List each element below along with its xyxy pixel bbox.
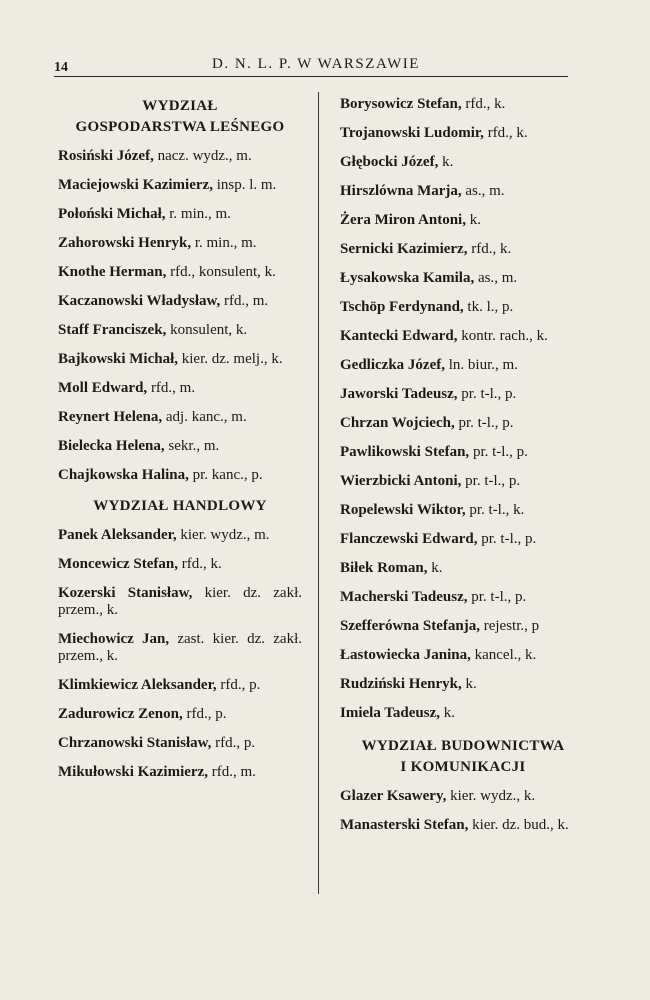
person-details: nacz. wydz., m. [157,148,252,164]
list-item [58,206,302,223]
person-details: r. min., m. [194,235,257,251]
person-details: kier. dz. bud., k. [472,817,569,833]
person-name: Rudziński Henryk, [340,676,462,692]
person-name: Bielecka Helena, [58,438,165,454]
person-details: k. [431,560,443,576]
column-divider [318,92,319,894]
list-item [58,409,302,426]
person-name: Flanczewski Edward, [340,531,478,547]
list-item [340,676,586,693]
person-details: rfd., konsulent, k. [170,264,276,280]
list-item [340,241,586,258]
person-name: Pawlikowski Stefan, [340,444,470,460]
person-name: Miechowicz Jan, [58,631,170,647]
list-item [58,677,302,694]
person-name: Maciejowski Kazimierz, [58,177,213,193]
list-item [58,585,302,619]
person-name: Hirszlówna Marja, [340,183,462,199]
list-item [340,618,586,635]
person-details: sekr., m. [168,438,220,454]
person-details: tk. l., p. [467,299,514,315]
person-details: kier. wydz., k. [450,788,536,804]
person-name: Panek Aleksander, [58,527,177,543]
person-details: pr. t-l., p. [465,473,521,489]
person-name: Ropelewski Wiktor, [340,502,466,518]
person-name: Macherski Tadeusz, [340,589,468,605]
person-name: Bajkowski Michał, [58,351,179,367]
list-item [58,706,302,723]
list-item [58,735,302,752]
person-details: pr. t-l., p. [458,415,514,431]
list-item [58,438,302,455]
person-details: k. [469,212,481,228]
list-item [340,705,586,722]
person-details: kontr. rach., k. [461,328,548,344]
list-item [58,556,302,573]
person-details: rfd., p. [220,677,261,693]
person-name: Manasterski Stefan, [340,817,469,833]
person-details: adj. kanc., m. [165,409,247,425]
person-name: Zahorowski Henryk, [58,235,192,251]
person-details: as., m. [477,270,518,286]
list-item [340,444,586,461]
person-details: rfd., p. [215,735,256,751]
person-name: Borysowicz Stefan, [340,96,462,112]
person-details: rejestr., p [483,618,540,634]
list-item [340,531,586,548]
person-details: kancel., k. [474,647,537,663]
person-details: k. [465,676,477,692]
list-item [340,502,586,519]
person-details: k. [442,154,454,170]
running-head: D. N. L. P. W WARSZAWIE [212,56,420,72]
person-name: Szefferówna Stefanja, [340,618,480,634]
person-name: Kantecki Edward, [340,328,458,344]
person-name: Wierzbicki Antoni, [340,473,462,489]
list-item [58,148,302,165]
person-details: pr. t-l., p. [481,531,537,547]
person-details: kier. dz. zakł. przem., k. [58,585,302,618]
person-details: k. [443,705,456,721]
section-heading-line: GOSPODARSTWA LEŚNEGO [75,119,285,135]
list-item [58,177,302,194]
person-name: Połoński Michał, [58,206,166,222]
list-item [58,380,302,397]
list-item [340,817,586,834]
person-details: pr. kanc., p. [192,467,263,483]
person-details: rfd., k. [181,556,222,572]
person-details: ln. biur., m. [448,357,518,373]
list-item [340,270,586,287]
section-heading-line: WYDZIAŁ HANDLOWY [93,498,267,514]
person-name: Rosiński Józef, [58,148,154,164]
person-name: Glazer Ksawery, [340,788,447,804]
list-item [58,351,302,368]
person-details: pr. t-l., k. [469,502,525,518]
person-name: Reynert Helena, [58,409,163,425]
person-name: Klimkiewicz Aleksander, [58,677,217,693]
list-item [340,299,586,316]
person-name: Moll Edward, [58,380,148,396]
person-name: Łysakowska Kamila, [340,270,475,286]
person-name: Chrzanowski Stanisław, [58,735,212,751]
list-item [340,357,586,374]
list-item [58,293,302,310]
list-item [340,560,586,577]
person-name: Jaworski Tadeusz, [340,386,458,402]
left-column [58,96,302,793]
person-details: pr. t-l., p. [461,386,517,402]
person-name: Głębocki Józef, [340,154,439,170]
person-name: Mikułowski Kazimierz, [58,764,208,780]
list-item [58,235,302,252]
section-heading-line: I KOMUNIKACJI [400,759,526,775]
person-details: konsulent, k. [170,322,248,338]
person-name: Staff Franciszek, [58,322,167,338]
person-details: as., m. [465,183,505,199]
person-details: rfd., m. [224,293,269,309]
list-item [340,328,586,345]
section-heading [58,96,302,138]
person-name: Tschöp Ferdynand, [340,299,464,315]
list-item [58,764,302,781]
person-name: Kaczanowski Władysław, [58,293,221,309]
list-item [340,125,586,142]
person-name: Knothe Herman, [58,264,167,280]
person-details: kier. wydz., m. [180,527,270,543]
section-heading [340,736,586,778]
page-number: 14 [54,60,68,75]
person-details: rfd., k. [465,96,506,112]
right-column [340,96,586,846]
person-details: pr. t-l., p. [472,444,528,460]
person-name: Chajkowska Halina, [58,467,189,483]
person-name: Imiela Tadeusz, [340,705,441,721]
list-item [58,467,302,484]
list-item [58,264,302,281]
person-name: Trojanowski Ludomir, [340,125,484,141]
list-item [340,589,586,606]
person-details: zast. kier. dz. zakł. przem., k. [58,631,302,664]
section-heading-line: WYDZIAŁ BUDOWNICTWA [361,738,565,754]
person-name: Zadurowicz Zenon, [58,706,183,722]
list-item [58,527,302,544]
person-name: Żera Miron Antoni, [340,212,466,228]
person-details: rfd., m. [211,764,256,780]
section-heading-line: WYDZIAŁ [142,98,218,114]
section-heading [58,496,302,517]
list-item [340,96,586,113]
list-item [58,322,302,339]
person-name: Gedliczka Józef, [340,357,445,373]
list-item [340,473,586,490]
person-details: rfd., k. [487,125,528,141]
person-name: Chrzan Wojciech, [340,415,455,431]
person-details: r. min., m. [169,206,231,222]
person-details: insp. l. m. [216,177,277,193]
person-name: Kozerski Stanisław, [58,585,193,601]
list-item [340,386,586,403]
person-details: pr. t-l., p. [471,589,527,605]
person-name: Sernicki Kazimierz, [340,241,468,257]
person-details: rfd., p. [186,706,227,722]
list-item [340,154,586,171]
person-name: Biłek Roman, [340,560,428,576]
list-item [340,183,586,200]
person-details: kier. dz. melj., k. [181,351,283,367]
header-rule [54,76,568,77]
list-item [58,631,302,665]
list-item [340,212,586,229]
person-details: rfd., m. [150,380,196,396]
list-item [340,788,586,805]
person-details: rfd., k. [471,241,512,257]
list-item [340,415,586,432]
person-name: Moncewicz Stefan, [58,556,178,572]
person-name: Łastowiecka Janina, [340,647,471,663]
list-item [340,647,586,664]
